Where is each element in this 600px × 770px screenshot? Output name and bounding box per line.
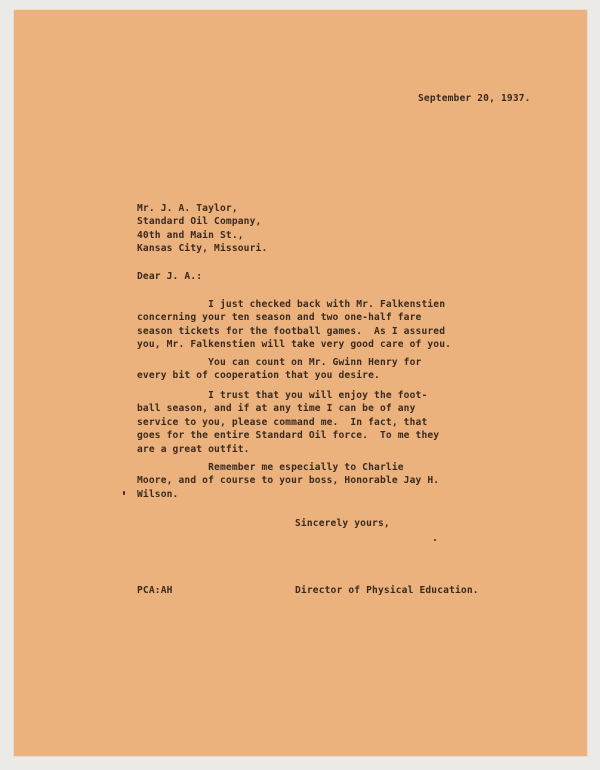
paragraph-line: Remember me especially to Charlie (137, 462, 404, 473)
paragraph-1 (137, 298, 451, 352)
ink-mark (123, 491, 125, 495)
paragraph-line: goes for the entire Standard Oil force. To me they (137, 430, 440, 442)
paragraph-line: service to you, please command me. In fact, that (137, 416, 428, 428)
complimentary-closing: Sincerely yours, (295, 518, 390, 529)
signature-title: Director of Physical Education. (295, 585, 479, 596)
address-line: Kansas City, Missouri. (137, 243, 268, 255)
paragraph-line: I just checked back with Mr. Falkenstien (137, 299, 446, 310)
letter-date: September 20, 1937. (418, 93, 531, 104)
paragraph-line: are a great outfit. (137, 443, 250, 455)
paragraph-line: I trust that you will enjoy the foot- (137, 390, 428, 401)
address-line: 40th and Main St., (137, 229, 244, 241)
ink-mark (434, 539, 436, 541)
paragraph-line: every bit of cooperation that you desire. (137, 370, 380, 382)
paragraph-line: you, Mr. Falkenstien will take very good care of you. (137, 339, 452, 351)
letter-page (14, 10, 587, 756)
paragraph-4 (137, 461, 439, 501)
paragraph-2 (137, 356, 421, 383)
paragraph-line: Wilson. (137, 488, 179, 500)
typist-initials: PCA:AH (137, 585, 173, 596)
salutation: Dear J. A.: (137, 271, 203, 282)
address-line: Mr. J. A. Taylor, (137, 203, 238, 214)
address-line: Standard Oil Company, (137, 216, 262, 228)
paragraph-line: season tickets for the football games. As I assured (137, 325, 446, 337)
paragraph-line: You can count on Mr. Gwinn Henry for (137, 357, 422, 368)
paragraph-3 (137, 389, 439, 456)
paragraph-line: Moore, and of course to your boss, Honorable Jay H. (137, 475, 440, 487)
recipient-address (137, 202, 267, 256)
paragraph-line: ball season, and if at any time I can be of any (137, 403, 416, 415)
paragraph-line: concerning your ten season and two one-half fare (137, 312, 422, 324)
